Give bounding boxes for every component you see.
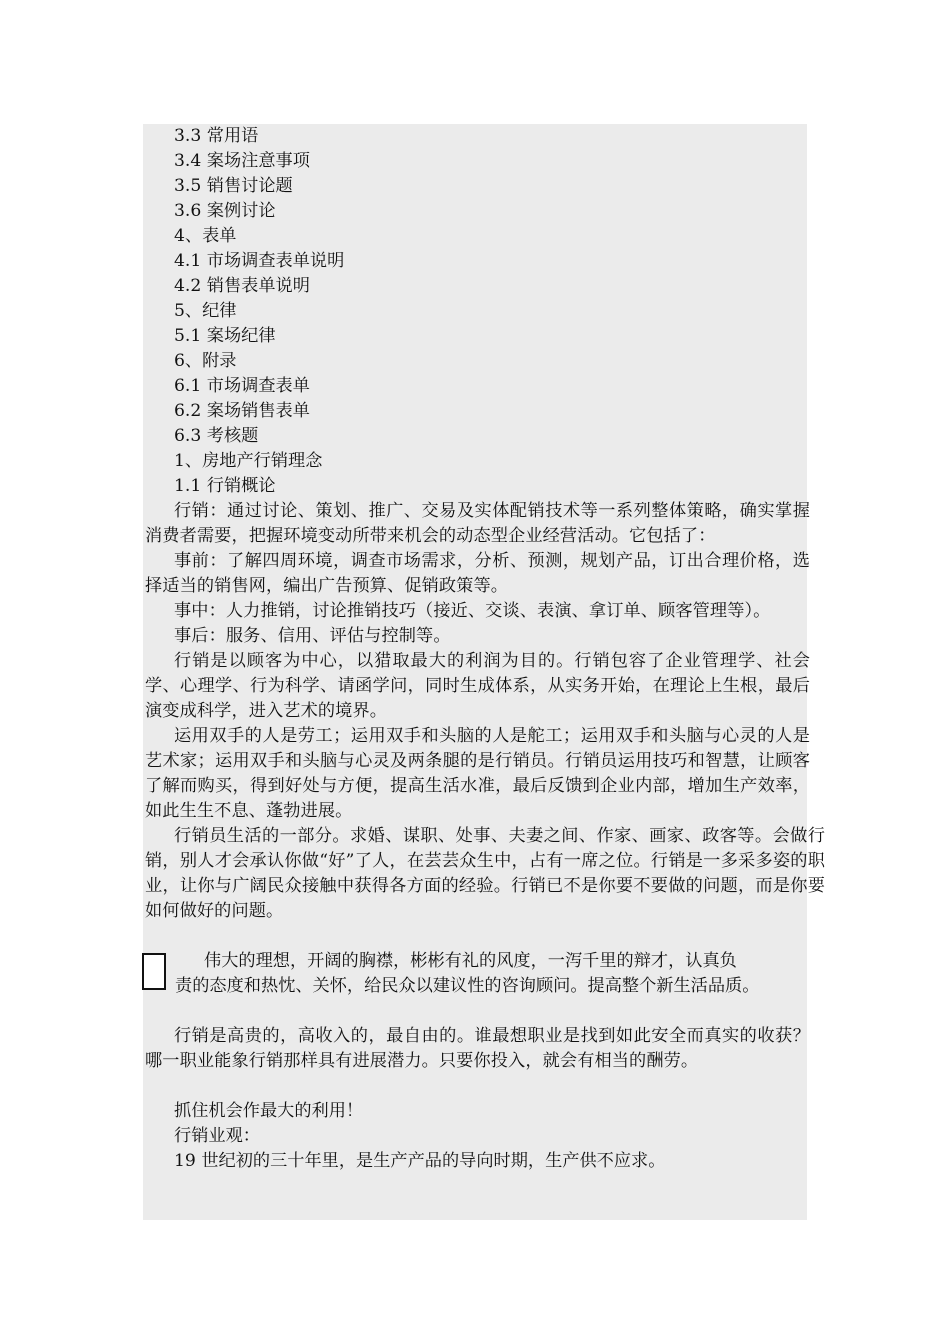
subsection-heading: 1.1 行销概论	[174, 476, 276, 496]
toc-item: 6.2 案场销售表单	[174, 401, 310, 421]
table-of-contents	[145, 124, 825, 499]
body-paragraph: 行销是以顾客为中心，以猎取最大的利润为目的。行销包容了企业管理学、社会学、心理学、行为科学、请函学问，同时生成体系，从实务开始，在理论上生根，最后演变成科学，进入艺术的境界。	[145, 651, 810, 721]
boxed-line-1: 伟大的理想，开阔的胸襟，彬彬有礼的风度，一泻千里的辩才，认真负	[204, 951, 737, 971]
toc-item: 3.4 案场注意事项	[174, 151, 310, 171]
body-paragraph: 事后：服务、信用、评估与控制等。	[174, 626, 451, 646]
toc-item: 5、纪律	[174, 301, 237, 321]
toc-item: 6、附录	[174, 351, 237, 371]
blank-line	[145, 999, 825, 1024]
toc-item: 4.1 市场调查表单说明	[174, 251, 345, 271]
closing-line: 19 世纪初的三十年里，是生产产品的导向时期，生产供不应求。	[174, 1151, 666, 1171]
section-heading: 1、房地产行销理念	[174, 451, 323, 471]
body-paragraph: 事前：了解四周环境，调查市场需求，分析、预测，规划产品，订出合理价格，选择适当的销售网，编出广告预算、促销政策等。	[145, 551, 810, 596]
toc-item: 4、表单	[174, 226, 237, 246]
toc-item: 6.1 市场调查表单	[174, 376, 310, 396]
boxed-line-2: 责的态度和热忱、关怀，给民众以建议性的咨询顾问。提高整个新生活品质。	[175, 976, 760, 996]
toc-item: 3.5 销售讨论题	[174, 176, 293, 196]
toc-item: 6.3 考核题	[174, 426, 259, 446]
closing-line: 抓住机会作最大的利用！	[174, 1101, 364, 1121]
toc-item: 3.3 常用语	[174, 126, 259, 146]
boxed-paragraph	[145, 949, 825, 999]
toc-item: 3.6 案例讨论	[174, 201, 276, 221]
body-paragraph: 行销：通过讨论、策划、推广、交易及实体配销技术等一系列整体策略，确实掌握消费者需要，把握环境变动所带来机会的动态型企业经营活动。它包括了：	[145, 501, 810, 546]
toc-item: 4.2 销售表单说明	[174, 276, 310, 296]
blank-line	[145, 924, 825, 949]
body-paragraph: 事中：人力推销，讨论推销技巧（接近、交谈、表演、拿订单、顾客管理等）。	[174, 601, 771, 621]
closing-line: 行销业观：	[174, 1126, 260, 1146]
blank-line	[145, 1074, 825, 1099]
toc-item: 5.1 案场纪律	[174, 326, 276, 346]
body-paragraph: 运用双手的人是劳工；运用双手和头脑的人是舵工；运用双手和头脑与心灵的人是艺术家；运用双手和头脑与心灵及两条腿的是行销员。行销员运用技巧和智慧，让顾客了解而购买，得到好处与方便，提高生活水准，最后反馈到企业内部，增加生产效率，如此生生不息、蓬勃进展。	[145, 726, 810, 821]
body-paragraph: 行销是高贵的，高收入的，最自由的。谁最想职业是找到如此安全而真实的收获？哪一职业能象行销那样具有进展潜力。只要你投入，就会有相当的酬劳。	[145, 1026, 810, 1071]
body-paragraph: 行销员生活的一部分。求婚、谋职、处事、夫妻之间、作家、画家、政客等。会做行销，别人才会承认你做“好”了人，在芸芸众生中，占有一席之位。行销是一多采多姿的职业，让你与广阔民众接触中获得各方面的经验。行销已不是你要不要做的问题，而是你要如何做好的问题。	[145, 826, 825, 921]
checkbox-frame	[142, 953, 166, 990]
boxed-paragraph-text	[175, 949, 825, 999]
document-body	[145, 124, 825, 1174]
